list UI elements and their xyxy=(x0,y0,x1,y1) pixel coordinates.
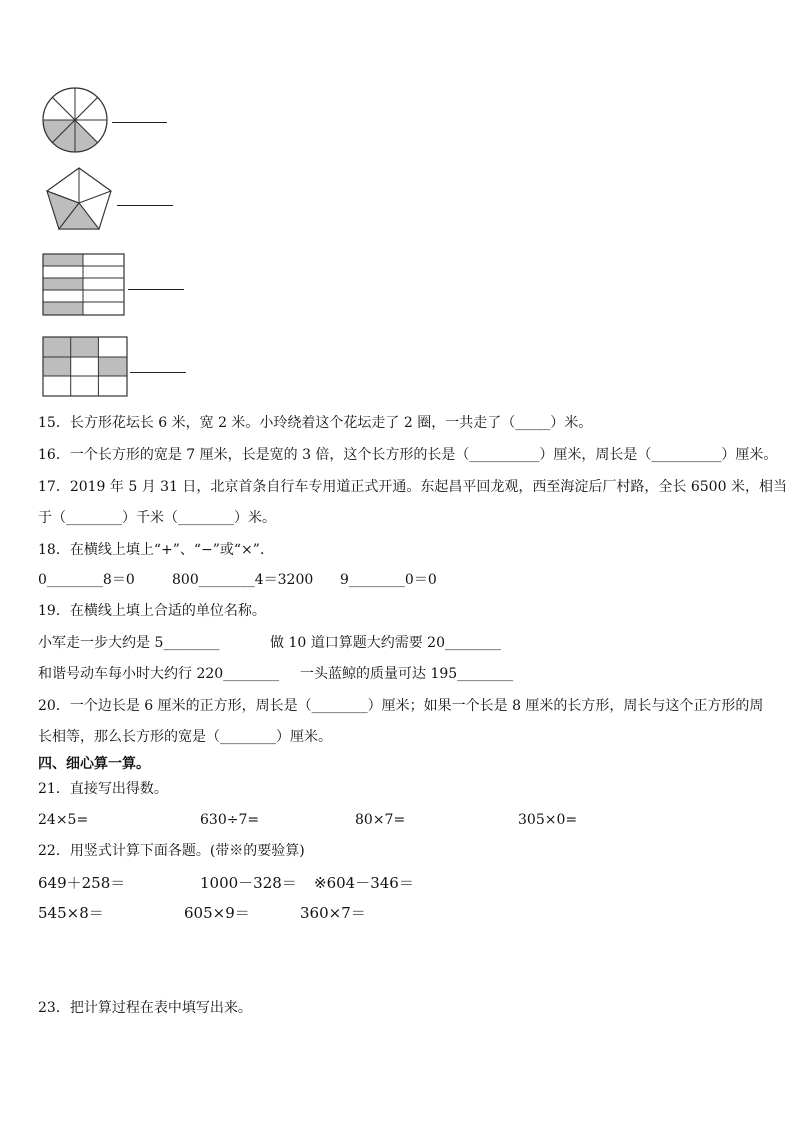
question-21-item-2: 630÷7= xyxy=(200,812,260,828)
question-21: 21．直接写出得数。 xyxy=(38,781,168,797)
question-22-item-5: 605×9＝ xyxy=(184,904,250,922)
question-22-item-1: 649＋258＝ xyxy=(38,874,126,892)
question-21-item-1: 24×5= xyxy=(38,812,89,828)
question-22-item-6: 360×7＝ xyxy=(300,904,366,922)
question-18-item-1: 0________8＝0 xyxy=(38,572,135,588)
question-18-item-2: 800________4＝3200 xyxy=(172,572,314,588)
answer-blank-circle[interactable] xyxy=(112,122,167,123)
question-18: 18．在横线上填上“+”、“−”或“×”． xyxy=(38,542,274,558)
question-19-item-2: 做 10 道口算题大约需要 20________ xyxy=(270,635,501,651)
question-23: 23．把计算过程在表中填写出来。 xyxy=(38,1000,252,1016)
question-19-item-3: 和谐号动车每小时大约行 220________ xyxy=(38,666,280,682)
figure-rectangle-tenths xyxy=(42,253,126,317)
figure-rectangle-ninths xyxy=(42,336,128,398)
question-21-item-4: 305×0= xyxy=(518,812,578,828)
answer-blank-pentagon[interactable] xyxy=(117,205,173,206)
question-22-item-2: 1000－328＝ xyxy=(200,874,297,892)
answer-blank-rectangle-2[interactable] xyxy=(130,372,186,373)
question-17-line2: 于（________）千米（________）米。 xyxy=(38,510,276,526)
question-17-line1: 17．2019 年 5 月 31 日，北京首条自行车专用道正式开通。东起昌平回龙观，西至海淀后厂村路，全长 6500 米，相当 xyxy=(38,479,787,495)
question-19-item-1: 小军走一步大约是 5________ xyxy=(38,635,220,651)
section-4-heading: 四、细心算一算。 xyxy=(38,756,150,772)
question-19-item-4: 一头蓝鲸的质量可达 195________ xyxy=(300,666,514,682)
figure-pentagon-fifths xyxy=(44,165,114,233)
question-21-item-3: 80×7= xyxy=(355,812,406,828)
question-15: 15．长方形花坛长 6 米，宽 2 米。小玲绕着这个花坛走了 2 圈，一共走了（_____）米。 xyxy=(38,415,593,431)
question-16: 16．一个长方形的宽是 7 厘米，长是宽的 3 倍，这个长方形的长是（__________）厘米，周长是（__________）厘米。 xyxy=(38,447,778,463)
question-22: 22．用竖式计算下面各题。(带※的要验算) xyxy=(38,843,305,859)
question-18-item-3: 9________0＝0 xyxy=(340,572,437,588)
question-20-line2: 长相等，那么长方形的宽是（________）厘米。 xyxy=(38,729,332,745)
question-19: 19．在横线上填上合适的单位名称。 xyxy=(38,603,266,619)
answer-blank-rectangle-1[interactable] xyxy=(128,289,184,290)
question-22-item-4: 545×8＝ xyxy=(38,904,104,922)
figure-circle-eighths xyxy=(40,85,110,155)
question-20-line1: 20．一个边长是 6 厘米的正方形，周长是（________）厘米；如果一个长是 8 厘米的长方形，周长与这个正方形的周 xyxy=(38,698,764,714)
question-22-item-3: ※604－346＝ xyxy=(314,874,414,892)
